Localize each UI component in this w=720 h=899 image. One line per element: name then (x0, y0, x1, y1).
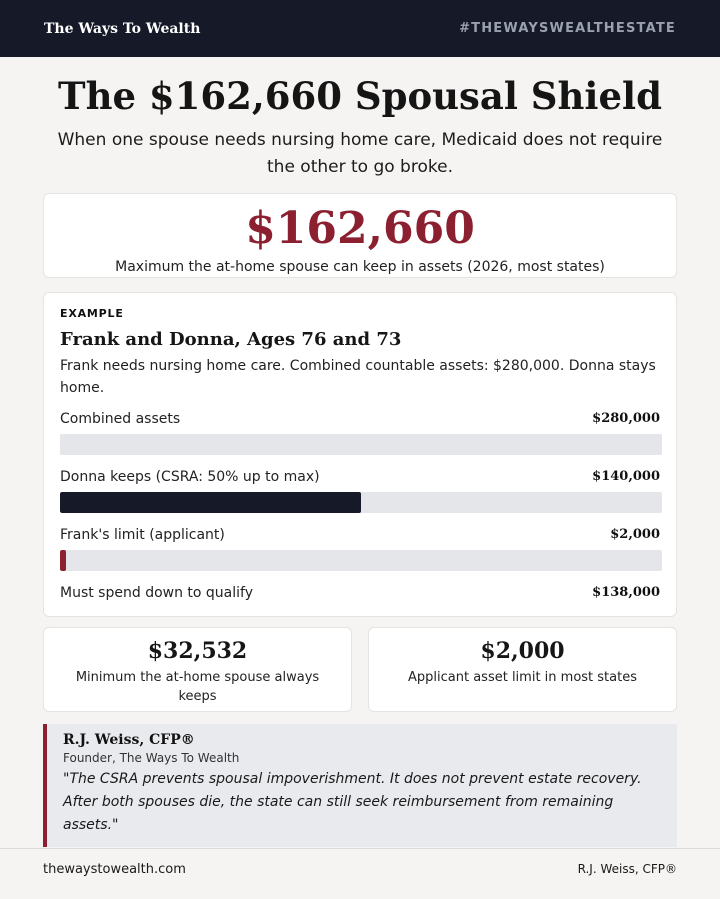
bar-track-combined (60, 434, 662, 455)
stat-card-applicant-limit (368, 627, 677, 712)
quote-role: Founder, The Ways To Wealth (63, 751, 240, 765)
bar-track-donna (60, 492, 662, 513)
brand-name: The Ways To Wealth (44, 20, 201, 37)
stat-value: $2,000 (480, 638, 565, 664)
stat-caption: Applicant asset limit in most states (408, 670, 637, 685)
row-value-spend-down: $138,000 (592, 585, 660, 600)
row-value-combined: $280,000 (592, 411, 660, 426)
header-bar (0, 0, 720, 57)
stat-value: $32,532 (147, 638, 248, 664)
stat-card-min-keep (43, 627, 352, 712)
example-card (43, 292, 677, 617)
page-subtitle: When one spouse needs nursing home care, Medicaid does not require the other to go broke. (57, 130, 663, 177)
row-label-combined: Combined assets (60, 411, 181, 427)
row-value-donna: $140,000 (592, 469, 660, 484)
row-label-donna: Donna keeps (CSRA: 50% up to max) (60, 469, 320, 485)
row-label-frank: Frank's limit (applicant) (60, 527, 225, 543)
quote-block (43, 724, 677, 847)
quote-text: "The CSRA prevents spousal impoverishment. It does not prevent estate recovery. After both spouses die, the state can still seek reimbursement from remaining assets." (63, 771, 642, 833)
footer-site: thewaystowealth.com (43, 862, 186, 877)
hashtag: #THEWAYSWEALTHESTATE (459, 21, 676, 36)
row-label-spend-down: Must spend down to qualify (60, 585, 254, 601)
bar-fill-donna (60, 492, 361, 513)
hero-card (43, 193, 677, 278)
page-title: The $162,660 Spousal Shield (58, 74, 662, 118)
bar-track-frank (60, 550, 662, 571)
bar-fill-combined (60, 434, 662, 455)
bar-fill-frank (60, 550, 66, 571)
example-title: Frank and Donna, Ages 76 and 73 (60, 329, 402, 350)
footer-divider (0, 848, 720, 849)
row-value-frank: $2,000 (610, 527, 660, 542)
hero-value: $162,660 (245, 203, 475, 254)
quote-author: R.J. Weiss, CFP® (63, 732, 195, 748)
example-label: EXAMPLE (60, 307, 124, 320)
hero-caption: Maximum the at-home spouse can keep in assets (2026, most states) (115, 259, 605, 275)
stat-caption: Minimum the at-home spouse always keeps (75, 670, 320, 704)
footer-author: R.J. Weiss, CFP® (577, 862, 677, 876)
example-description: Frank needs nursing home care. Combined countable assets: $280,000. Donna stays home. (60, 358, 656, 396)
